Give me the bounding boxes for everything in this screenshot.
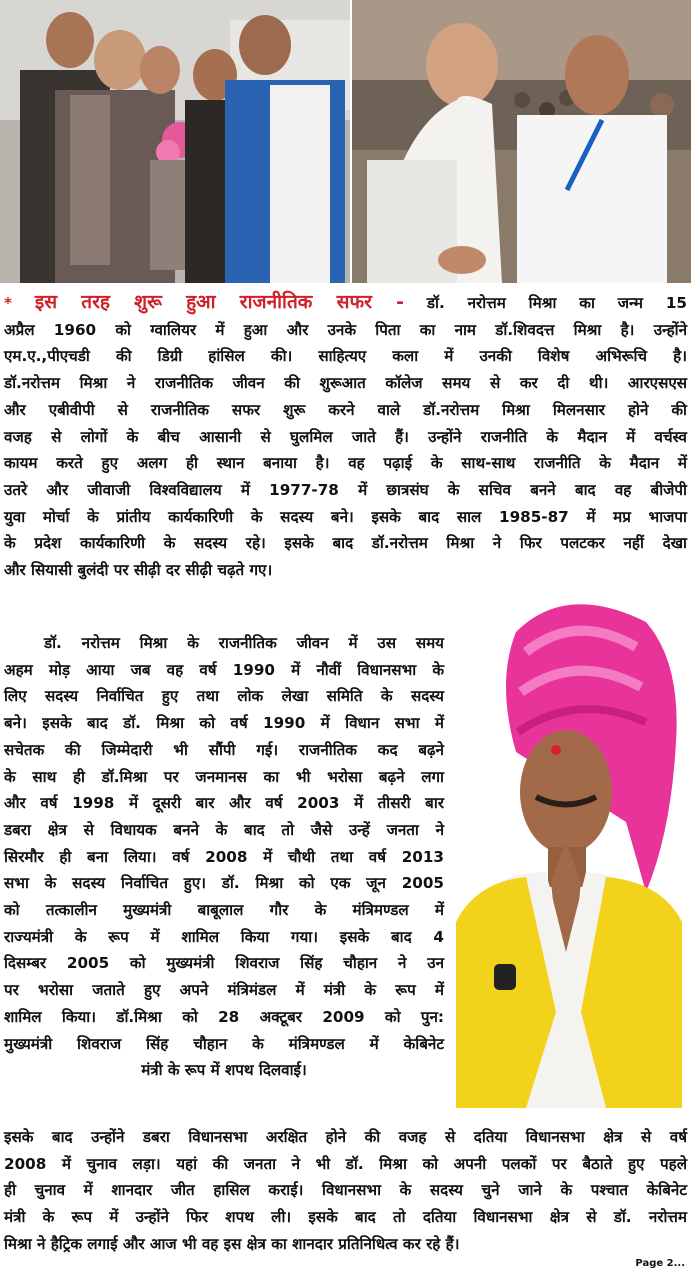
para1-line: और सियासी बुलंदी पर सीढ़ी दर सीढ़ी चढ़ते गए।	[4, 561, 273, 580]
closing-paragraph	[4, 1124, 687, 1258]
para3-line: ही चुनाव में शानदार जीत हासिल कराई। विधानसभा के सदस्य चुने जाने के पश्चात केबिनेट	[4, 1181, 687, 1200]
heading-line-rest: डॉ. नरोत्तम मिश्रा का जन्म 15	[426, 294, 687, 312]
heading-bullet: *	[4, 294, 12, 312]
intro-paragraph	[4, 289, 687, 584]
para2-line: अहम मोड़ आया जब वह वर्ष 1990 में नौवीं विधानसभा के	[4, 660, 444, 679]
para2-line: सिरमौर ही बना लिया। वर्ष 2008 में चौथी तथा वर्ष 2013	[4, 847, 444, 866]
para2-line: पर भरोसा जताते हुए अपने मंत्रिमंडल में मंत्री के रूप में	[4, 981, 444, 1000]
para2-line: मंत्री के रूप में शपथ दिलवाई।	[141, 1061, 307, 1080]
para1-line: युवा मोर्चा के प्रांतीय कार्यकारिणी के सदस्य बने। इसके बाद साल 1985-87 में मप्र भाजपा	[4, 507, 687, 526]
handshake-photo	[352, 0, 691, 283]
para3-line: 2008 में चुनाव लड़ा। यहां की जनता ने भी डॉ. मिश्रा को अपनी पलकों पर बैठाते हुए पहले	[4, 1154, 687, 1173]
career-paragraph	[4, 630, 444, 1084]
page-number: Page 2...	[635, 1258, 685, 1269]
para1-line: एम.ए.,पीएचडी की डिग्री हांसिल की। साहित्यए कला में उनकी विशेष अभिरूचि है।	[4, 347, 687, 366]
para2-line: डॉ. नरोत्तम मिश्रा के राजनीतिक जीवन में उस समय	[44, 634, 444, 652]
para1-line: उतरे और जीवाजी विश्वविद्यालय में 1977-78 में छात्रसंघ के सचिव बनने बाद वह बीजेपी	[4, 480, 687, 499]
para2-line: मुख्यमंत्री शिवराज सिंह चौहान के मंत्रिमण्डल में केबिनेट	[4, 1034, 444, 1053]
para2-line: को तत्कालीन मुख्यमंत्री बाबूलाल गौर के मंत्रिमण्डल में	[4, 901, 444, 920]
para3-line: इसके बाद उन्होंने डबरा विधानसभा अरक्षित होने की वजह से दतिया विधानसभा क्षेत्र से वर्ष	[4, 1128, 687, 1146]
para2-line: सभा के सदस्य निर्वाचित हुए। डॉ. मिश्रा को एक जून 2005	[4, 874, 444, 893]
portrait-photo	[456, 592, 682, 1108]
para1-line: अप्रैल 1960 को ग्वालियर में हुआ और उनके पिता का नाम डॉ.शिवदत्त मिश्रा है। उन्होंने	[4, 320, 687, 339]
para2-line: के साथ ही डॉ.मिश्रा पर जनमानस का भी भरोसा बढ़ने लगा	[4, 767, 444, 786]
para2-line: और वर्ष 1998 में दूसरी बार और वर्ष 2003 में तीसरी बार	[4, 794, 444, 813]
para2-line: सचेतक की जिम्मेदारी भी सौंपी गई। राजनीतिक कद बढ़ने	[4, 740, 444, 759]
para1-line: डॉ.नरोत्तम मिश्रा ने राजनीतिक जीवन की शुरूआत कॉलेज समय से कर दी थी। आरएसएस	[4, 374, 687, 393]
para2-line: राज्यमंत्री के रूप में शामिल किया गया। इसके बाद 4	[4, 927, 444, 946]
para2-line: लिए सदस्य निर्वाचित हुए तथा लोक लेखा समिति के सदस्य	[4, 687, 444, 706]
para1-line: के प्रदेश कार्यकारिणी के सदस्य रहे। इसके बाद डॉ.नरोत्तम मिश्रा ने फिर पलटकर नहीं देखा	[4, 534, 687, 553]
leaders-greeting-photo	[0, 0, 350, 283]
para2-line: शामिल किया। डॉ.मिश्रा को 28 अक्टूबर 2009 को पुन:	[4, 1007, 444, 1026]
para2-line: बने। इसके बाद डॉ. मिश्रा को वर्ष 1990 में विधान सभा में	[4, 714, 444, 733]
para3-line: मिश्रा ने हैट्रिक लगाई और आज भी वह इस क्षेत्र का शानदार प्रतिनिधित्व कर रहे हैं।	[4, 1234, 460, 1253]
para1-line: और एबीवीपी से राजनीतिक सफर शुरू करने वाले डॉ.नरोत्तम मिश्रा मिलनसार होने की	[4, 400, 687, 419]
para2-line: दिसम्बर 2005 को मुख्यमंत्री शिवराज सिंह चौहान ने उन	[4, 954, 444, 973]
section-heading: इस तरह शुरू हुआ राजनीतिक सफर -	[34, 291, 404, 313]
para2-line: डबरा क्षेत्र से विधायक बनने के बाद तो जैसे उन्हें जनता ने	[4, 820, 444, 839]
para3-line: मंत्री के रूप में उन्होंने फिर शपथ ली। इसके बाद तो दतिया विधानसभा क्षेत्र से डॉ. नरोत्तम	[4, 1208, 687, 1227]
para1-line: कायम करते हुए अलग ही स्थान बनाया है। वह पढ़ाई के साथ-साथ राजनीति के मैदान में	[4, 454, 687, 473]
para1-line: वजह से लोगों के बीच आसानी से घुलमिल जाते हैं। उन्होंने राजनीति के मैदान में वर्चस्व	[4, 427, 687, 446]
